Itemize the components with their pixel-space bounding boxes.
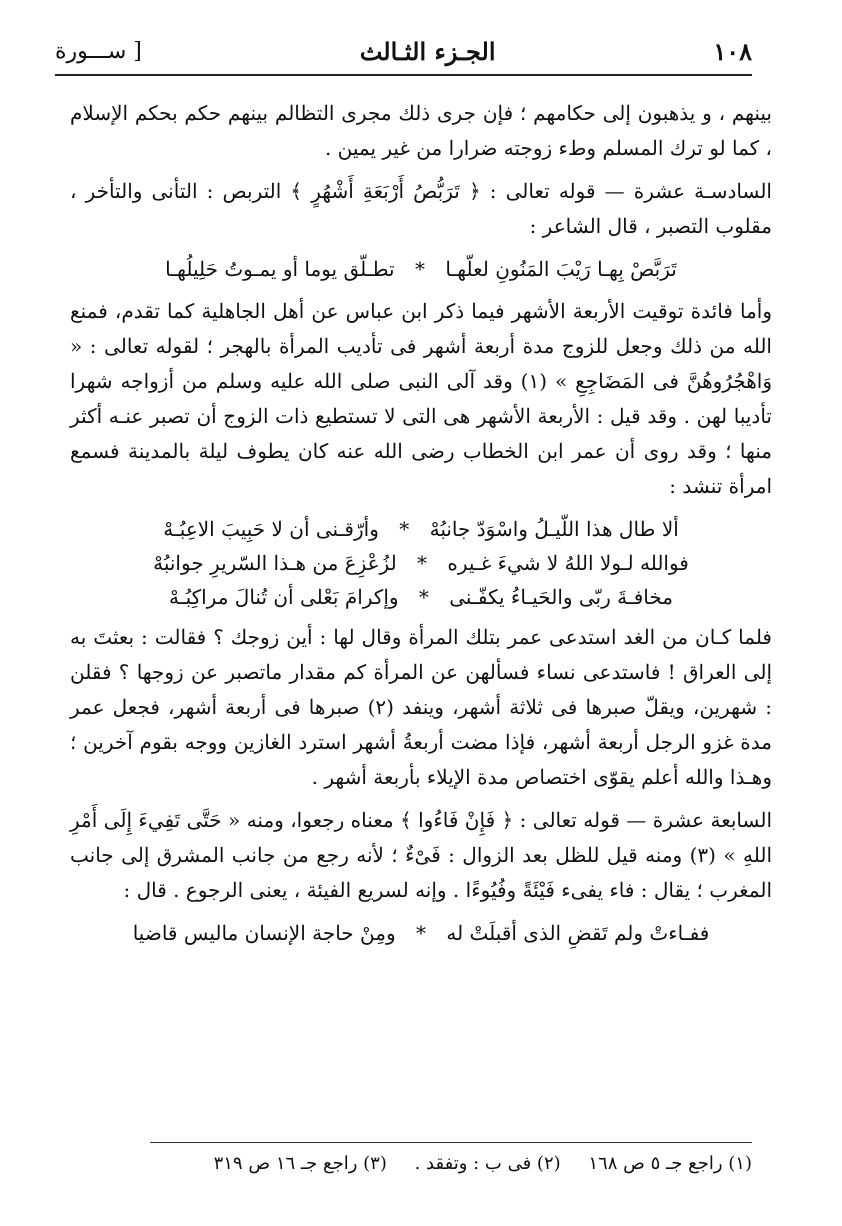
page-header <box>55 30 752 72</box>
verse-first-half: ففـاءتْ ولم تَقضِ الذى أقبلَتْ له <box>446 921 710 945</box>
verse-separator: * <box>418 585 429 609</box>
surah-label: [ ســـورة <box>55 38 142 64</box>
poem-verse <box>70 580 772 614</box>
verse-first-half: ألا طال هذا اللّيـلُ واسْوَدّ جانبُهْ <box>429 517 679 541</box>
footnote-rule <box>150 1142 752 1143</box>
paragraph: بينهم ، و يذهبون إلى حكامهم ؛ فإن جرى ذلك مجرى التظالم بينهم حكم بحكم الإسلام ، كما لو ترك المسلم وطء زوجته ضرارا من غير يمين . <box>70 101 772 160</box>
verse-separator: * <box>417 551 428 575</box>
header-rule <box>55 74 752 76</box>
footnotes <box>150 1150 752 1178</box>
poem-verse <box>70 916 772 950</box>
verse-second-half: ومِنْ حاجة الإنسان ماليس قاضيا <box>132 921 396 945</box>
verse-first-half: مخافـةَ ربّى والحَيـاءُ يكفّـنى <box>449 585 673 609</box>
paragraph: السابعة عشرة — قوله تعالى : ﴿ فَإِنْ فَاءُوا ﴾ معناه رجعوا، ومنه « حَتَّى تَفِيءَ إِلَى أَمْرِ اللهِ » (٣) ومنه قيل للظل بعد الزوال : فَىْءٌ ؛ لأنه رجع من جانب المشرق إلى جانب المغرب ؛ يقال : فاء يفىء فَيْئَةً وفُيُوءًا . وإنه لسريع الفيئة ، يعنى الرجوع . قال : <box>70 808 772 902</box>
verse-second-half: وأرّقـنى أن لا حَبِيبَ الاعِبُـهْ <box>163 517 379 541</box>
verse-second-half: وإكرامَ بَعْلى أن تُنالَ مراكِبُـهْ <box>168 585 399 609</box>
page-number: ١٠٨ <box>713 36 752 66</box>
page-body <box>70 96 772 958</box>
poem-verse <box>70 512 772 546</box>
verse-first-half: تَرَبَّصْ بِهـا رَيْبَ المَنُونِ لعلّهـا <box>445 257 677 281</box>
paragraph: فلما كـان من الغد استدعى عمر بتلك المرأة وقال لها : أين زوجك ؟ فقالت : بعثتَ به إلى العراق ! فاستدعى نساء فسألهن عن المرأة كم مقدار ماتصبر عن زوجها ؟ فقلن : شهرين، ويقلّ صبرها فى ثلاثة أشهر، وينفد (٢) صبرها فى أربعة أشهر، فجعل عمر مدة غزو الرجل أربعة أشهر، فإذا مضت أربعةُ أشهر استرد الغازين ووجه بقوم آخرين ؛ وهـذا والله أعلم يقوّى اختصاص مدة الإيلاء بأربعة أشهر . <box>70 625 772 789</box>
poem-verse <box>70 252 772 286</box>
verse-separator: * <box>415 921 426 945</box>
verse-separator: * <box>414 257 425 281</box>
footnote-2: (٢) فى ب : وتفقد . <box>414 1153 561 1174</box>
footnote-1: (١) راجع جـ ٥ ص ١٦٨ <box>588 1153 752 1174</box>
verse-separator: * <box>399 517 410 541</box>
verse-second-half: تطـلّق يوما أو يمـوتُ حَلِيلُهـا <box>165 257 395 281</box>
paragraph: السادسـة عشرة — قوله تعالى : ﴿ تَرَبُّصُ أَرْبَعَةِ أَشْهُرٍ ﴾ التربص : التأنى والتأخر ، مقلوب التصبر ، قال الشاعر : <box>70 179 772 238</box>
paragraph: وأما فائدة توقيت الأربعة الأشهر فيما ذكر ابن عباس عن أهل الجاهلية كما تقدم، فمنع الله من ذلك وجعل للزوج مدة أربعة أشهر فى تأديب المرأة بالهجر ؛ لقوله تعالى : « وَاهْجُرُوهُنَّ فى المَضَاجِعِ » (١) وقد آلى النبى صلى الله عليه وسلم من أزواجه شهرا تأديبا لهن . وقد قيل : الأربعة الأشهر هى التى لا تستطيع ذات الزوج أن تصبر عنـه أكثر منها ؛ وقد روى أن عمر ابن الخطاب رضى الله عنه كان يطوف ليلة بالمدينة فسمع امرأة تنشد : <box>70 299 772 498</box>
verse-first-half: فوالله لـولا اللهُ لا شيءَ غـيره <box>447 551 689 575</box>
running-title: الجـزء الثـالث <box>359 36 496 66</box>
footnote-3: (٣) راجع جـ ١٦ ص ٣١٩ <box>213 1153 387 1174</box>
poem-verse <box>70 546 772 580</box>
verse-second-half: لزُعْزِعَ من هـذا السّريرِ جوانبُهْ <box>153 551 397 575</box>
poem <box>70 512 772 614</box>
